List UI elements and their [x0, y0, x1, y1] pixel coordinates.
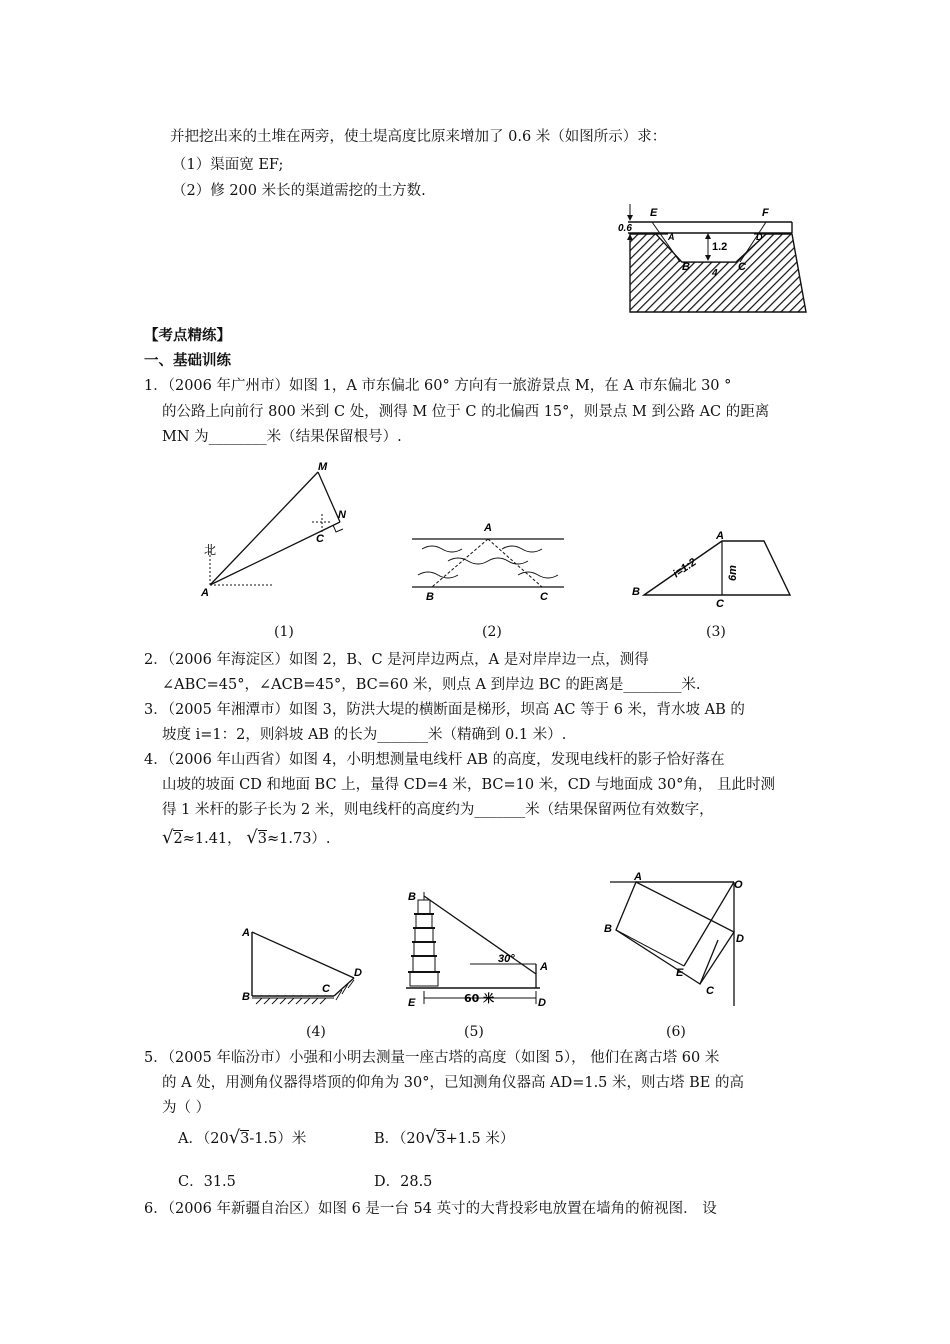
fig4-label-c: C: [322, 983, 330, 995]
problem-4-line-2: 山坡的坡面 CD 和地面 BC 上，量得 CD=4 米，BC=10 米，CD 与地面成 30°角， 且此时测: [162, 777, 775, 793]
figure-3: [628, 525, 808, 610]
sqrt-3: √3: [246, 827, 267, 848]
fig3-label-slope: i=1:2: [670, 556, 699, 581]
caption-4: (4): [306, 1024, 326, 1040]
fig4-label-d: D: [354, 967, 362, 979]
fig3-label-height: 6m: [727, 565, 739, 581]
section-header: 【考点精练】: [144, 328, 231, 344]
fig6-label-o: O: [734, 879, 743, 891]
problem-5-line-1: 5．（2005 年临汾市）小强和小明去测量一座古塔的高度（如图 5）， 他们在离古塔 60 米: [144, 1050, 720, 1066]
fig5-label-b: B: [408, 891, 416, 903]
fig6-label-d: D: [736, 933, 744, 945]
fig5-label-a: A: [540, 961, 548, 973]
fig5-label-e: E: [408, 997, 416, 1009]
caption-6: (6): [666, 1024, 686, 1040]
fig4-label-a: A: [242, 927, 250, 939]
fig3-label-c: C: [716, 598, 724, 610]
figure-4: [238, 920, 368, 1010]
problem-3-line-2: 坡度 i=1：2，则斜坡 AB 的长为_______米（精确到 0.1 米）.: [162, 727, 567, 743]
label-12: 1.2: [712, 241, 728, 253]
label-06: 0.6: [618, 223, 632, 234]
fig6-label-b: B: [604, 923, 612, 935]
fig6-label-c: C: [706, 985, 714, 997]
problem-6-line-1: 6．（2006 年新疆自治区）如图 6 是一台 54 英寸的大背投彩电放置在墙角的俯视图． 设: [144, 1201, 717, 1217]
caption-3: (3): [706, 624, 726, 640]
section-subheader: 一、基础训练: [144, 353, 231, 369]
figure-1: [188, 460, 358, 610]
problem-1-line-1: 1．（2006 年广州市）如图 1，A 市东偏北 60° 方向有一旅游景点 M，在 A 市东偏北 30 °: [144, 378, 732, 394]
problem-5-line-2: 的 A 处，用测角仪器得塔顶的仰角为 30°，已知测角仪器高 AD=1.5 米，则古塔 BE 的高: [162, 1075, 744, 1091]
option-a: A．（20√3-1.5）米: [178, 1127, 307, 1148]
fig2-label-c: C: [540, 591, 548, 603]
figure-2: [408, 515, 568, 605]
label-width: 4: [712, 268, 718, 279]
problem-1-line-2: 的公路上向前行 800 米到 C 处，测得 M 位于 C 的北偏西 15°，则景点 M 到公路 AC 的距离: [162, 404, 770, 420]
problem-4-line-3: 得 1 米杆的影子长为 2 米，则电线杆的高度约为_______米（结果保留两位有效数字，: [162, 802, 714, 818]
figure-5: [400, 886, 550, 1011]
fig1-label-n: N: [338, 509, 346, 521]
caption-1: (1): [274, 624, 294, 640]
fig6-label-a: A: [634, 871, 642, 883]
label-e: E: [650, 207, 658, 219]
option-c: C．31.5: [178, 1174, 236, 1190]
sqrt-2: √2: [162, 827, 183, 848]
fig6-label-e: E: [676, 967, 684, 979]
fig5-label-d: D: [538, 997, 546, 1009]
fig2-label-b: B: [426, 591, 434, 603]
problem-2-line-2: ∠ABC=45°，∠ACB=45°，BC=60 米，则点 A 到岸边 BC 的距离是________米.: [162, 677, 701, 693]
fig1-label-m: M: [318, 461, 328, 473]
fig3-label-b: B: [632, 586, 640, 598]
figure-6: [596, 870, 756, 1010]
fig1-label-north: 北: [204, 543, 217, 557]
caption-5: (5): [464, 1024, 484, 1040]
problem-3-line-1: 3．（2005 年湘潭市）如图 3，防洪大堤的横断面是梯形，坝高 AC 等于 6 米，背水坡 AB 的: [144, 702, 745, 718]
problem-5-line-3: 为（ ）: [162, 1100, 211, 1116]
label-b: B: [682, 261, 690, 273]
pagoda-icon: [408, 892, 440, 986]
fig4-label-b: B: [242, 991, 250, 1003]
fig1-label-a: A: [201, 587, 209, 599]
fig5-label-angle: 30°: [498, 953, 515, 965]
question-1: （1）渠面宽 EF;: [172, 157, 284, 173]
label-d: D: [756, 232, 763, 242]
problem-1-line-3: MN 为________米（结果保留根号）.: [162, 429, 402, 445]
fig1-label-c: C: [316, 533, 324, 545]
option-b: B．（20√3+1.5 米）: [374, 1127, 515, 1148]
fig2-label-a: A: [484, 522, 492, 534]
label-c: C: [738, 261, 746, 273]
problem-2-line-1: 2．（2006 年海淀区）如图 2，B、C 是河岸边两点，A 是对岸岸边一点，测得: [144, 652, 649, 668]
channel-cross-section-figure: [616, 196, 811, 316]
intro-line: 并把挖出来的土堆在两旁，使土堤高度比原来增加了 0.6 米（如图所示）求：: [170, 129, 667, 145]
problem-4-line-4: √2≈1.41， √3≈1.73）.: [162, 827, 331, 848]
question-2: （2）修 200 米长的渠道需挖的土方数.: [172, 183, 426, 199]
fig3-label-a: A: [716, 530, 724, 542]
label-a: A: [668, 232, 675, 242]
problem-4-line-1: 4．（2006 年山西省）如图 4，小明想测量电线杆 AB 的高度，发现电线杆的影子恰好落在: [144, 752, 725, 768]
label-f: F: [762, 207, 769, 219]
caption-2: (2): [482, 624, 502, 640]
option-d: D．28.5: [374, 1174, 433, 1190]
fig5-label-dist: 60 米: [464, 992, 495, 1005]
